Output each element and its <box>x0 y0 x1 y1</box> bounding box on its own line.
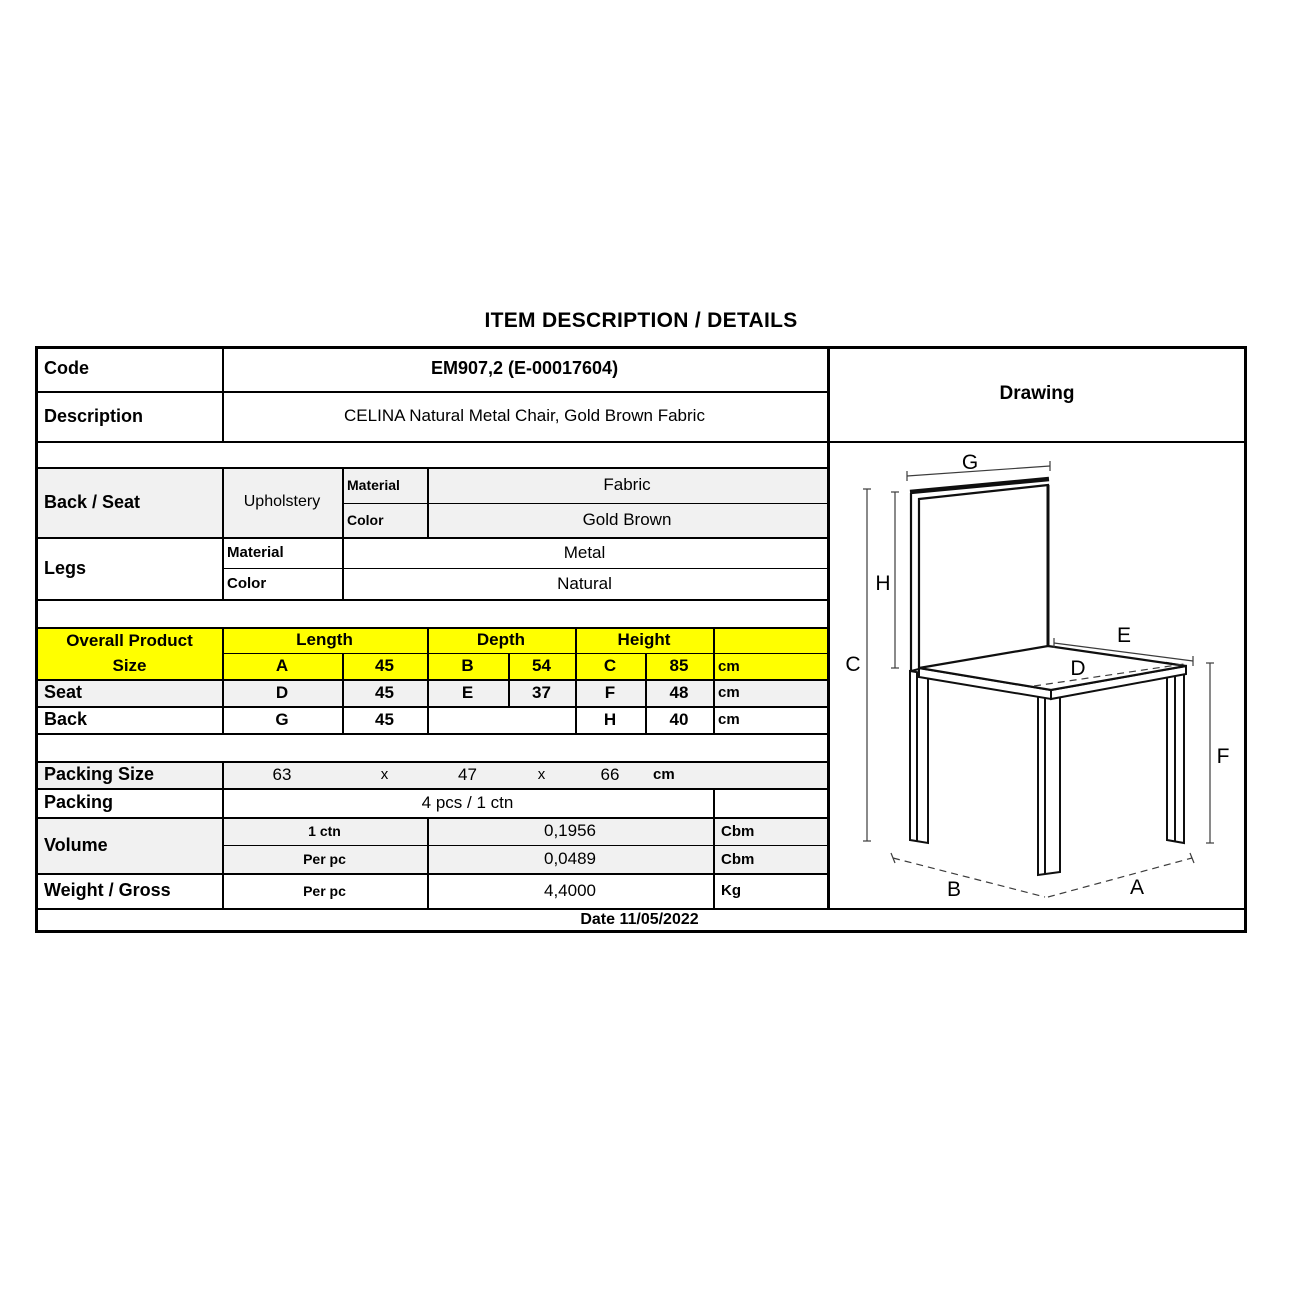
legs-label: Legs <box>44 557 87 578</box>
back-seat-label: Back / Seat <box>44 491 141 512</box>
weight-unit: Kg <box>721 882 741 899</box>
back-height-value: 40 <box>669 709 689 729</box>
overall-length-key: A <box>275 656 289 675</box>
dim-label-G: G <box>961 451 979 474</box>
back-length-key: G <box>275 709 289 729</box>
volume-row2-unit: Cbm <box>721 850 755 868</box>
description-value: CELINA Natural Metal Chair, Gold Brown Fabric <box>344 406 705 425</box>
legs-color-label: Color <box>227 575 267 592</box>
weight-value: 4,4000 <box>544 880 596 900</box>
weight-gross-label: Weight / Gross <box>44 880 171 900</box>
dim-label-H: H <box>875 572 891 595</box>
chair-backrest <box>910 479 1049 671</box>
packing-label: Packing <box>44 792 114 812</box>
overall-height-value: 85 <box>669 656 689 675</box>
back-seat-color-value: Gold Brown <box>582 510 672 529</box>
overall-size-label-line1: Overall Product <box>66 630 193 650</box>
seat-length-key: D <box>275 682 289 702</box>
grid-line-v <box>713 627 715 733</box>
page-title: ITEM DESCRIPTION / DETAILS <box>484 309 798 332</box>
overall-length-value: 45 <box>375 656 394 675</box>
seat-height-value: 48 <box>669 682 689 702</box>
back-label: Back <box>44 709 88 729</box>
back-seat-material-label: Material <box>347 477 400 493</box>
seat-unit: cm <box>718 684 740 701</box>
column-header-height: Height <box>617 630 671 649</box>
back-height-key: H <box>603 709 617 729</box>
back-seat-material-value: Fabric <box>603 475 651 494</box>
packing-value: 4 pcs / 1 ctn <box>421 792 514 812</box>
upholstery-label: Upholstery <box>243 493 321 510</box>
volume-row1-unit: Cbm <box>721 822 755 840</box>
packing-size-v3: 66 <box>600 764 620 784</box>
overall-unit: cm <box>718 657 740 675</box>
packing-size-label: Packing Size <box>44 764 155 784</box>
dim-label-C: C <box>845 653 861 676</box>
seat-height-key: F <box>604 682 616 702</box>
volume-row1-value: 0,1956 <box>544 821 596 840</box>
back-length-value: 45 <box>375 709 394 729</box>
legs-material-value: Metal <box>563 542 606 562</box>
grid-line-h <box>35 599 830 601</box>
legs-material-label: Material <box>227 544 284 561</box>
code-value: EM907,2 (E-00017604) <box>430 358 619 378</box>
seat-length-value: 45 <box>375 682 394 702</box>
description-label: Description <box>44 405 144 426</box>
dim-label-B: B <box>946 878 962 901</box>
volume-label: Volume <box>44 834 108 855</box>
volume-row2-qty: Per pc <box>303 851 346 867</box>
grid-line-h <box>35 733 830 735</box>
column-header-length: Length <box>296 630 353 649</box>
dim-label-A: A <box>1129 876 1145 899</box>
overall-depth-key: B <box>461 656 474 675</box>
dim-label-D: D <box>1070 657 1086 680</box>
seat-depth-key: E <box>461 682 474 702</box>
volume-row2-value: 0,0489 <box>544 849 596 868</box>
date-text: Date 11/05/2022 <box>580 911 699 928</box>
overall-depth-value: 54 <box>532 656 551 675</box>
packing-size-x2: x <box>537 766 546 783</box>
packing-size-v2: 47 <box>458 764 477 784</box>
seat-label: Seat <box>44 682 83 702</box>
drawing-header: Drawing <box>999 382 1075 404</box>
overall-size-label <box>37 627 222 679</box>
legs-color-value: Natural <box>557 573 612 593</box>
back-unit: cm <box>718 711 740 728</box>
chair-technical-drawing <box>827 443 1247 908</box>
seat-depth-value: 37 <box>532 682 551 702</box>
packing-size-v1: 63 <box>272 764 292 784</box>
packing-size-unit: cm <box>653 766 675 783</box>
column-header-depth: Depth <box>476 630 526 649</box>
code-label: Code <box>44 358 89 378</box>
volume-row1-qty: 1 ctn <box>308 823 341 839</box>
overall-height-key: C <box>603 656 617 675</box>
weight-qty: Per pc <box>303 882 346 899</box>
packing-size-x1: x <box>380 766 389 783</box>
overall-size-label-line2: Size <box>112 656 147 675</box>
back-seat-color-label: Color <box>347 512 384 528</box>
dim-label-F: F <box>1216 745 1230 768</box>
dim-label-E: E <box>1116 624 1132 647</box>
